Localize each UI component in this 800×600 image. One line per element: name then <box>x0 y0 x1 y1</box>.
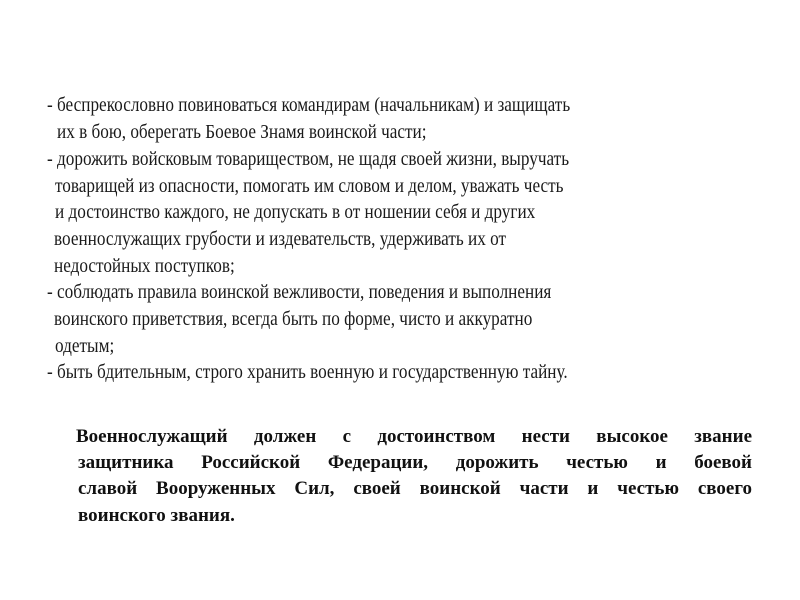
conclusion-line: защитника Российской Федерации, дорожить честью и боевой <box>78 452 752 473</box>
duty-line: и достоинство каждого, не допускать в от ношении себя и других <box>55 201 536 223</box>
duty-line: военнослужащих грубости и издевательств, удерживать их от <box>54 228 507 250</box>
conclusion-paragraph <box>76 424 752 529</box>
duty-line: их в бою, оберегать Боевое Знамя воинской части; <box>57 121 427 143</box>
duty-line: - беспрекословно повиноваться командирам (начальникам) и защищать <box>47 94 571 116</box>
duty-line: - дорожить войсковым товариществом, не щадя своей жизни, выручать <box>47 148 570 170</box>
duty-line: одетым; <box>55 335 115 357</box>
conclusion-line: славой Вооруженных Сил, своей воинской части и честью своего <box>78 478 752 499</box>
duty-line: - соблюдать правила воинской вежливости, поведения и выполнения <box>47 281 552 303</box>
duty-line: воинского приветствия, всегда быть по форме, чисто и аккуратно <box>54 308 533 330</box>
conclusion-line: Военнослужащий должен с достоинством нести высокое звание <box>76 426 752 447</box>
conclusion-line: воинского звания. <box>78 505 235 526</box>
duty-line: недостойных поступков; <box>54 255 235 277</box>
duty-line: - быть бдительным, строго хранить военную и государственную тайну. <box>47 361 568 383</box>
duty-line: товарищей из опасности, помогать им словом и делом, уважать честь <box>55 175 564 197</box>
